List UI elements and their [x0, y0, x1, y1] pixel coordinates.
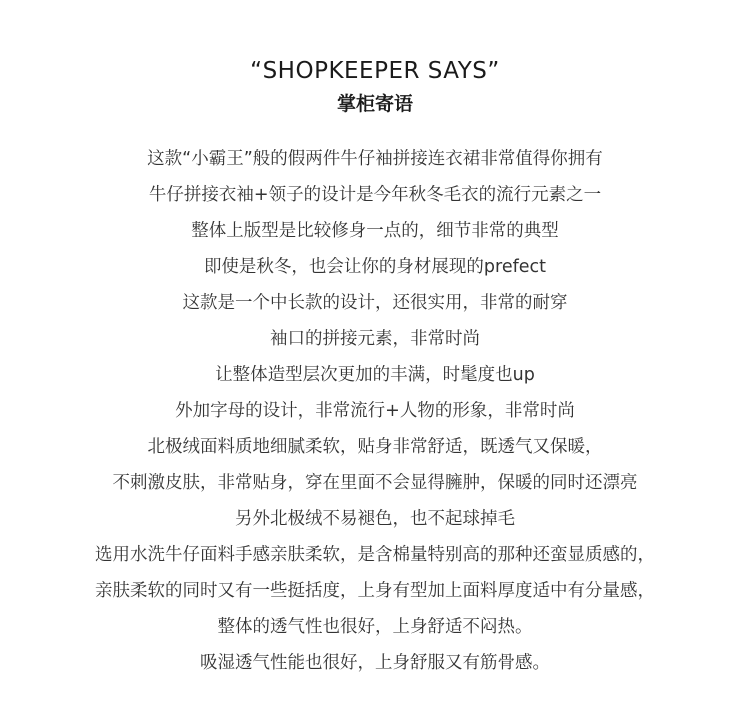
- description-line: 不刺激皮肤，非常贴身，穿在里面不会显得臃肿，保暖的同时还漂亮: [112, 473, 638, 493]
- description-line: 整体的透气性也很好，上身舒适不闷热。: [217, 617, 533, 637]
- description-line: 这款是一个中长款的设计，还很实用，非常的耐穿: [182, 293, 568, 313]
- description-line: 这款“小霸王”般的假两件牛仔袖拼接连衣裙非常值得你拥有: [147, 149, 603, 169]
- description-line: 牛仔拼接衣袖+领子的设计是今年秋冬毛衣的流行元素之一: [148, 185, 602, 205]
- description-lines: [0, 141, 750, 681]
- description-line: 外加字母的设计，非常流行+人物的形象，非常时尚: [175, 401, 575, 421]
- description-line: 吸湿透气性能也很好，上身舒服又有筋骨感。: [200, 653, 550, 673]
- description-line: 亲肤柔软的同时又有一些挺括度，上身有型加上面料厚度适中有分量感，: [95, 581, 655, 601]
- description-line: 整体上版型是比较修身一点的，细节非常的典型: [191, 221, 559, 241]
- description-line: 选用水洗牛仔面料手感亲肤柔软，是含棉量特别高的那种还蛮显质感的，: [95, 545, 655, 565]
- description-line: 另外北极绒不易褪色，也不起球掉毛: [235, 509, 515, 529]
- description-line: 让整体造型层次更加的丰满，时髦度也up: [215, 365, 535, 385]
- description-line: 即使是秋冬，也会让你的身材展现的prefect: [203, 257, 547, 277]
- description-line: 北极绒面料质地细腻柔软，贴身非常舒适，既透气又保暖，: [147, 437, 603, 457]
- page-subtitle: 掌柜寄语: [336, 93, 413, 115]
- description-line: 袖口的拼接元素，非常时尚: [270, 329, 480, 349]
- page-title: “SHOPKEEPER SAYS”: [250, 58, 500, 84]
